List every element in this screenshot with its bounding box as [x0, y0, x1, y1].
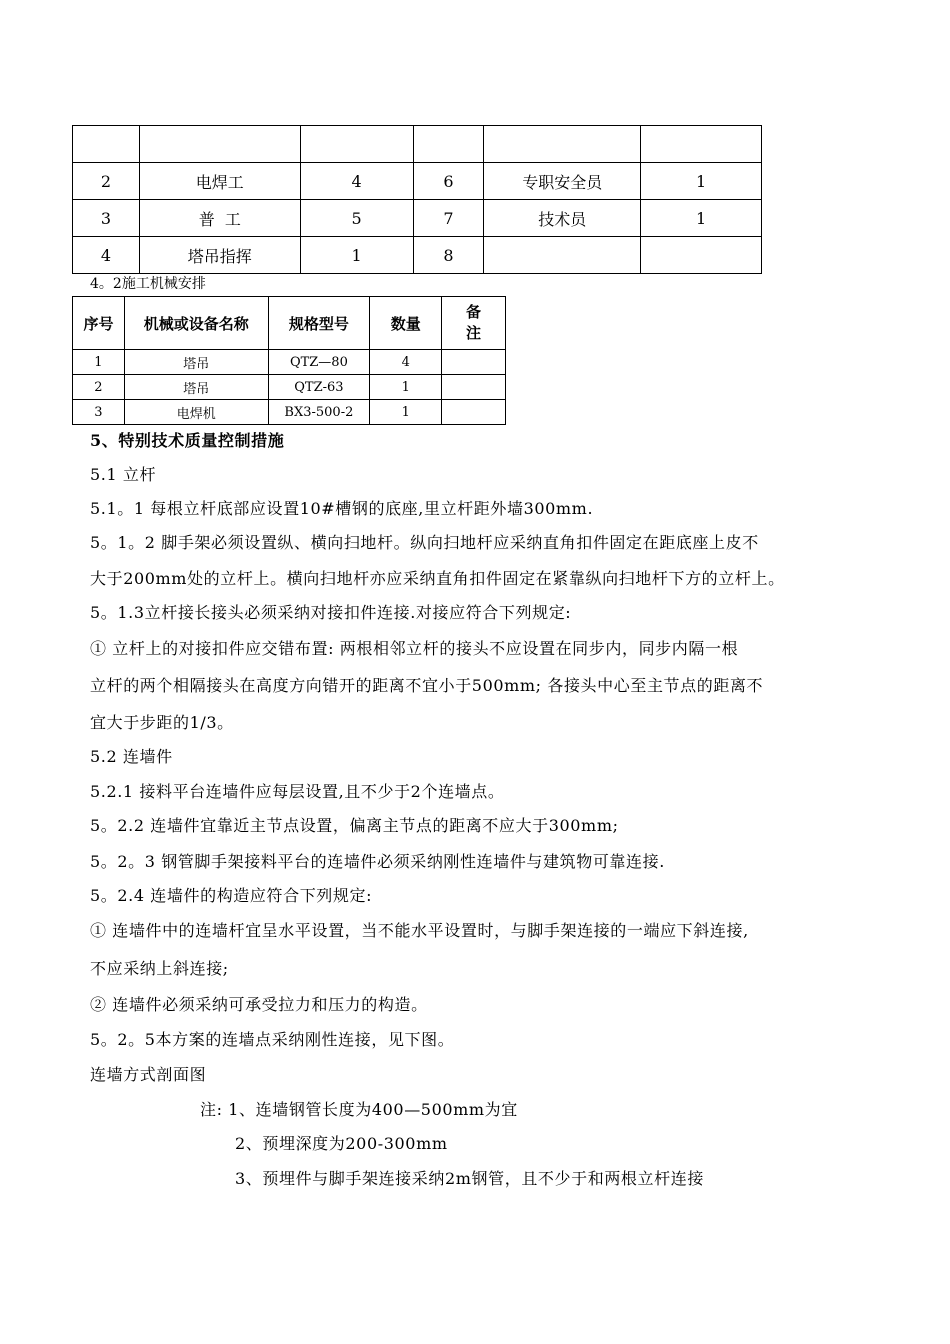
table-cell: 8	[413, 237, 484, 274]
paragraph: 5。1.3立杆接长接头必须采纳对接扣件连接.对接应符合下列规定:	[90, 603, 572, 622]
table-cell	[484, 237, 641, 274]
table-cell: 1	[73, 350, 125, 375]
table-cell: 电焊机	[124, 400, 268, 425]
table-cell	[442, 400, 506, 425]
table-cell	[442, 375, 506, 400]
table-cell	[442, 350, 506, 375]
subsection-heading: 5.2 连墙件	[90, 747, 173, 766]
header-cell: 序号	[73, 297, 125, 350]
table-cell	[73, 126, 140, 163]
table-cell: 技术员	[484, 200, 641, 237]
paragraph: 5。2.4 连墙件的构造应符合下列规定:	[90, 886, 373, 905]
note-item: 3、预埋件与脚手架连接采纳2m钢管，且不少于和两根立杆连接	[235, 1169, 704, 1188]
table-cell	[641, 126, 762, 163]
table-row	[73, 400, 506, 425]
machine-section-caption: 4。2施工机械安排	[90, 276, 206, 292]
table-cell: 4	[73, 237, 140, 274]
paragraph: 5.2.1 接料平台连墙件应每层设置,且不少于2个连墙点。	[90, 782, 505, 801]
list-item: ① 连墙件中的连墙杆宜呈水平设置，当不能水平设置时，与脚手架连接的一端应下斜连接,	[90, 921, 749, 940]
table-cell: 2	[73, 163, 140, 200]
table-cell: 1	[641, 163, 762, 200]
table-cell: 3	[73, 200, 140, 237]
table-cell: 塔吊	[124, 350, 268, 375]
header-cell: 数量	[370, 297, 442, 350]
table-cell: 普 工	[139, 200, 300, 237]
table-cell: 7	[413, 200, 484, 237]
table-cell: 1	[370, 375, 442, 400]
table-cell: 电焊工	[139, 163, 300, 200]
table-cell: 5	[300, 200, 413, 237]
table-cell: 4	[370, 350, 442, 375]
figure-caption: 连墙方式剖面图	[90, 1065, 207, 1084]
table-cell: 塔吊指挥	[139, 237, 300, 274]
table-cell	[641, 237, 762, 274]
subsection-heading: 5.1 立杆	[90, 465, 157, 484]
list-item: 立杆的两个相隔接头在高度方向错开的距离不宜小于500mm; 各接头中心至主节点的距离不	[90, 676, 764, 695]
table-cell: 4	[300, 163, 413, 200]
machine-table	[72, 296, 506, 425]
paragraph: 5.1。1 每根立杆底部应设置10#槽钢的底座,里立杆距外墙300mm.	[90, 499, 594, 518]
table-cell	[300, 126, 413, 163]
table-row	[73, 375, 506, 400]
list-item: 不应采纳上斜连接;	[90, 959, 229, 978]
table-cell: 塔吊	[124, 375, 268, 400]
table-row	[73, 200, 762, 237]
table-row	[73, 350, 506, 375]
paragraph: 5。2。5本方案的连墙点采纳刚性连接，见下图。	[90, 1030, 455, 1049]
table-cell: BX3-500-2	[268, 400, 370, 425]
header-cell: 备 注	[442, 297, 506, 350]
note-item: 2、预埋深度为200-300mm	[235, 1134, 448, 1153]
table-cell	[413, 126, 484, 163]
table-header-row	[73, 297, 506, 350]
paragraph: 5。1。2 脚手架必须设置纵、横向扫地杆。纵向扫地杆应采纳直角扣件固定在距底座上皮不	[90, 533, 759, 552]
note-item: 注: 1、连墙钢管长度为400—500mm为宜	[200, 1100, 518, 1119]
table-cell: 1	[300, 237, 413, 274]
list-item: 宜大于步距的1/3。	[90, 713, 234, 732]
staff-table	[72, 125, 762, 274]
table-cell: QTZ-63	[268, 375, 370, 400]
table-row	[73, 163, 762, 200]
table-cell	[139, 126, 300, 163]
table-cell: QTZ—80	[268, 350, 370, 375]
header-cell: 机械或设备名称	[124, 297, 268, 350]
section-heading: 5、特别技术质量控制措施	[90, 431, 285, 450]
table-cell: 6	[413, 163, 484, 200]
paragraph: 5。2。3 钢管脚手架接料平台的连墙件必须采纳刚性连墙件与建筑物可靠连接.	[90, 852, 665, 871]
table-row	[73, 237, 762, 274]
list-item: ① 立杆上的对接扣件应交错布置: 两根相邻立杆的接头不应设置在同步内，同步内隔一根	[90, 639, 739, 658]
list-item: ② 连墙件必须采纳可承受拉力和压力的构造。	[90, 995, 428, 1014]
table-cell: 专职安全员	[484, 163, 641, 200]
paragraph: 大于200mm处的立杆上。横向扫地杆亦应采纳直角扣件固定在紧靠纵向扫地杆下方的立杆上。	[90, 569, 785, 588]
table-cell: 2	[73, 375, 125, 400]
header-cell: 规格型号	[268, 297, 370, 350]
table-cell: 3	[73, 400, 125, 425]
table-cell	[484, 126, 641, 163]
table-row	[73, 126, 762, 163]
table-cell: 1	[370, 400, 442, 425]
paragraph: 5。2.2 连墙件宜靠近主节点设置，偏离主节点的距离不应大于300mm;	[90, 816, 619, 835]
table-cell: 1	[641, 200, 762, 237]
